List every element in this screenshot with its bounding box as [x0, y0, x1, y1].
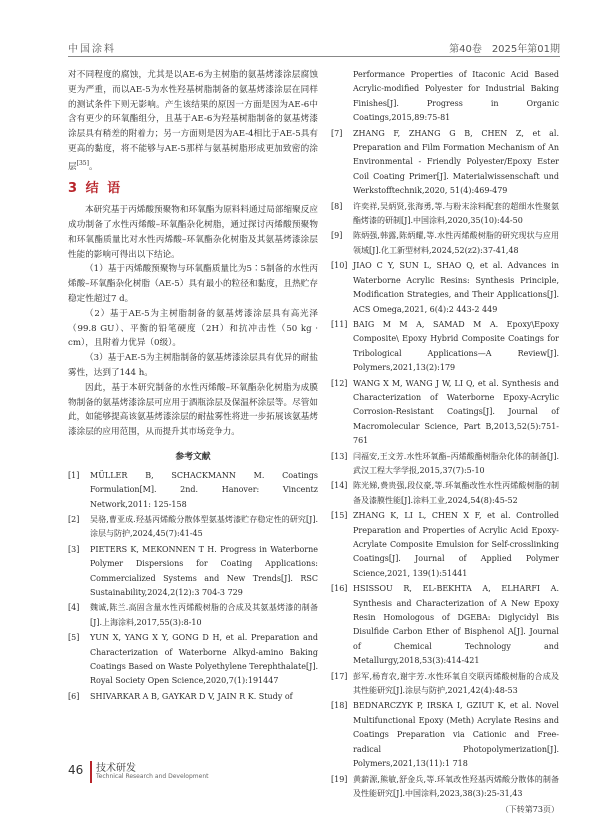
- reference-item: [331, 509, 559, 581]
- reference-number: [11]: [331, 319, 348, 329]
- journal-name: 中国涂料: [68, 44, 116, 55]
- reference-number: [5]: [68, 633, 80, 643]
- right-column: [331, 68, 559, 818]
- reference-text: 魏诚,陈兰.高固含量水性丙烯酸树脂的合成及其氨基烤漆的制备[J].上海涂料,2017,55(3):8-10: [90, 603, 318, 627]
- reference-item: [331, 377, 559, 449]
- reference-text: WANG X M, WANG J W, LI Q, et al. Synthesis and Characterization of Waterborne Epoxy-Acrylic Corrosion-Resistant Coatings[J]. Journal of Macromolecular Science, Part B,2013,52(5):751-761: [353, 378, 559, 446]
- reference-number: [14]: [331, 481, 348, 491]
- footer-divider: [90, 761, 92, 783]
- reference-number: [17]: [331, 671, 348, 681]
- reference-text: 陈光娣,费贵强,段仪豪,等.环氧酯改性水性丙烯酸树脂的制备及漆膜性能[J].涂料工业,2024,54(8):45-52: [353, 481, 559, 505]
- continued-note: （下转第73页）: [500, 805, 559, 815]
- reference-number: [13]: [331, 451, 348, 461]
- reference-item: [68, 469, 318, 512]
- reference-item: [331, 127, 559, 199]
- reference-item: [331, 670, 559, 699]
- reference-text: JIAO C Y, SUN L, SHAO Q, et al. Advances in Waterborne Acrylic Resins: Synthesis Principle, Modification Strategies, and Their Applications[J]. ACS Omega,2021, 6(4):2 443-2 449: [353, 261, 559, 314]
- reference-text: 陈炳强,韩露,陈炳耀,等.水性丙烯酸树脂的研究现状与应用领域[J].化工新型材料,2024,52(z2):37-41,48: [353, 231, 559, 255]
- reference-text: MÜLLER B, SCHACKMANN M. Coatings Formulation[M]. 2nd. Hanover: Vincentz Network,2011: 125-158: [90, 470, 318, 509]
- references-title: 参考文献: [175, 451, 211, 462]
- reference-item: [331, 699, 559, 771]
- reference-number: [2]: [68, 515, 80, 524]
- reference-number: [6]: [68, 691, 80, 701]
- reference-item: [331, 259, 559, 317]
- reference-text: ZHANG K, LI L, CHEN X F, et al. Controlled Preparation and Properties of Acrylic Acid Epoxy-Acrylate Composite Emulsion for Self-crosslinking Coatings[J]. Journal of Applied Polymer Science,2021, 139(1):51441: [353, 511, 559, 578]
- page-number: 46: [68, 763, 84, 777]
- intro-paragraph: 对不同程度的腐蚀，尤其是以AE-6为主树脂的氨基烤漆涂层腐蚀更为严重，而以AE-5为水性羟基树脂制备的氨基烤漆涂层在同样的测试条件下则无影响。产生该结果的原因一方面是因为AE-6中含有更少的环氧酯组分，且基于AE-6为羟基树脂制备的氨基烤漆涂层具有稍差的附着力；另一方面则是因为AE-4相比于AE-5具有更高的黏度，将不能够与AE-5那样与氨基树脂形成更加致密的涂层[35]。: [68, 70, 318, 172]
- section-label: 技术研发: [96, 763, 136, 774]
- citation[interactable]: [35]: [76, 159, 89, 167]
- reference-number: [19]: [331, 774, 348, 784]
- left-column: [68, 68, 318, 705]
- reference-item: [331, 582, 559, 668]
- reference-text: 闫福安,王文芳.水性环氧酯–丙烯酸酯树脂杂化体的制备[J].武汉工程大学学报,2015,37(7):5-10: [353, 451, 559, 475]
- closing-paragraph: 因此，基于本研究制备的水性丙烯酸–环氧酯杂化树脂为成膜物制备的氨基烤漆涂层可应用于酒瓶涂层及保温杯涂层等。尽管如此，如能够提高该氨基烤漆涂层的耐盐雾性将进一步拓展该氨基烤漆涂层的应用范围，从而提升其市场竞争力。: [68, 382, 318, 438]
- issue-info: 第40卷 2025年第01期: [449, 44, 560, 55]
- reference-item: [68, 690, 318, 704]
- reference-item: [68, 513, 318, 542]
- reference-list-left: [68, 469, 318, 705]
- reference-number: [9]: [331, 231, 343, 241]
- page-footer: [68, 759, 268, 789]
- reference-number: [7]: [331, 128, 343, 138]
- conclusion-point-1: （1）基于丙烯酸预聚物与环氧酯质量比为5∶5制备的水性丙烯酸–环氧酯杂化树脂（AE-5）具有最小的粒径和黏度，且热贮存稳定性超过7 d。: [68, 264, 318, 305]
- reference-text: SHIVARKAR A B, GAYKAR D V, JAIN R K. Study of: [90, 691, 293, 701]
- reference-item: [331, 773, 559, 802]
- reference-item: [331, 229, 559, 258]
- reference-text: BEDNARCZYK P, IRSKA I, GZIUT K, et al. Novel Multifunctional Epoxy (Meth) Acrylate Resins and Coatings Preparation via Cationic and Free-radical Photopolymerization[J]. Polymers,2021,13(11):1 718: [353, 701, 559, 769]
- reference-number: [4]: [68, 603, 80, 613]
- reference-text: PIETERS K, MEKONNEN T H. Progress in Waterborne Polymer Dispersions for Coating Applications: Commercialized Systems and New Trends[J]. RSC Sustainability,2024,2(12):3 704-3 729: [90, 544, 318, 598]
- reference-item: [331, 200, 559, 229]
- conclusion-point-2: （2）基于AE-5为主树脂制备的氨基烤漆涂层具有高光泽（99.8 GU）、平衡的铅笔硬度（2H）和抗冲击性（50 kg · cm），且附着力优异（0级）。: [68, 308, 318, 349]
- section-title: 3 结 语: [68, 181, 123, 197]
- reference-item: [68, 631, 318, 689]
- reference-text: YUN X, YANG X Y, GONG D H, et al. Preparation and Characterization of Waterborne Alkyd-amino Baking Coatings Based on Waste Polyethylene Terephthalate[J]. Royal Society Open Science,2020,7(1):191447: [90, 633, 318, 686]
- running-header: [68, 38, 560, 57]
- reference-list-right: [331, 68, 559, 801]
- reference-item: [331, 479, 559, 508]
- reference-item: [331, 318, 559, 376]
- reference-text: Performance Properties of Itaconic Acid Based Acrylic-modified Polyester for Industrial Baking Finishes[J]. Progress in Organic Coatings,2015,89:75-81: [353, 70, 559, 123]
- reference-item: [331, 68, 559, 126]
- reference-text: BAIG M M A, SAMAD M A. Epoxy\Epoxy Composite\ Epoxy Hybrid Composite Coatings for Tribological Applications—A Review[J]. Polymers,2021,13(2):179: [353, 319, 559, 373]
- reference-text: 吴骆,曹亚成.羟基丙烯酸分散体型氨基烤漆贮存稳定性的研究[J].涂层与防护,2024,45(7):41-45: [90, 515, 318, 539]
- reference-number: [15]: [331, 511, 348, 521]
- reference-number: [18]: [331, 701, 348, 711]
- reference-number: [16]: [331, 584, 348, 594]
- conclusion-paragraph: 本研究基于丙烯酸预聚物和环氧酯为原料料通过局部缩聚反应成功制备了水性丙烯酸–环氧酯杂化树脂，通过探讨丙烯酸预聚物和环氧酯质量比对水性丙烯酸–环氧酯杂化树脂及其氨基烤漆涂层性能的影响可得出以下结论。: [68, 205, 318, 260]
- reference-text: ZHANG F, ZHANG G B, CHEN Z, et al. Preparation and Film Formation Mechanism of An Environmental - Friendly Polyester/Epoxy Ester Coil Coating Primer[J]. Materialwissenschaft und Werkstofftechnik,2020, 51(4):469-479: [353, 128, 559, 196]
- reference-number: [8]: [331, 201, 343, 211]
- reference-number: [12]: [331, 378, 348, 388]
- reference-text: 彭军,杨育农,谢宇芳.水性环氧自交联丙烯酸树脂的合成及其性能研究[J].涂层与防护,2021,42(4):48-53: [353, 671, 559, 696]
- reference-text: HSISSOU R, EL-BEKHTA A, ELHARFI A. Synthesis and Characterization of A New Epoxy Resin Homologous of DGEBA: Diglycidyl Bis Disulfide Carbon Ether of Bisphenol A[J]. Journal of Chemical Technology and Metallurgy,2018,53(3):414-421: [353, 584, 559, 666]
- section-label-en: Technical Research and Development: [96, 773, 209, 780]
- reference-item: [68, 601, 318, 630]
- reference-number: [1]: [68, 470, 80, 480]
- reference-number: [10]: [331, 261, 348, 271]
- reference-number: [3]: [68, 544, 80, 554]
- reference-number: [331, 68, 353, 126]
- reference-text: 黄薪源,熊敏,舒金兵,等.环氧改性羟基丙烯酸分散体的制备及性能研究[J].中国涂料,2023,38(3):25-31,43: [353, 774, 559, 798]
- conclusion-point-3: （3）基于AE-5为主树脂制备的氨基烤漆涂层具有优异的耐盐雾性，达到了144 h。: [68, 353, 318, 378]
- reference-item: [68, 543, 318, 601]
- reference-text: 许奕祥,吴炳贤,张海勇,等.与粉末涂料配套的超细水性聚氨酯烤漆的研制[J].中国涂料,2020,35(10):44-50: [353, 201, 559, 226]
- reference-item: [331, 450, 559, 479]
